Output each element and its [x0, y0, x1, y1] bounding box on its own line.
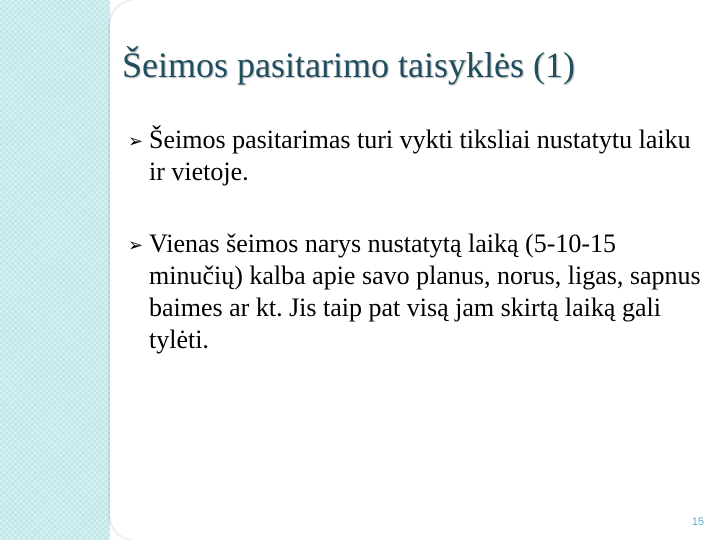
decorative-side-pattern [0, 0, 110, 540]
bullet-text: Šeimos pasitarimas turi vykti tiksliai nustatytu laiku ir vietoje. [149, 125, 691, 186]
slide-title: Šeimos pasitarimo taisyklės (1) [122, 45, 575, 85]
arrow-right-bullet-icon: ➢ [128, 131, 144, 152]
page-number: 15 [691, 516, 704, 528]
arrow-right-bullet-icon: ➢ [128, 235, 144, 256]
bullet-item [128, 124, 703, 188]
bullet-item [128, 228, 703, 356]
bullet-list [128, 124, 703, 396]
bullet-text: Vienas šeimos narys nustatytą laiką (5-10-15 minučių) kalba apie savo planus, norus, ligas, sapnus baimes ar kt. Jis taip pat visą jam skirtą laiką gali tylėti. [149, 229, 701, 354]
